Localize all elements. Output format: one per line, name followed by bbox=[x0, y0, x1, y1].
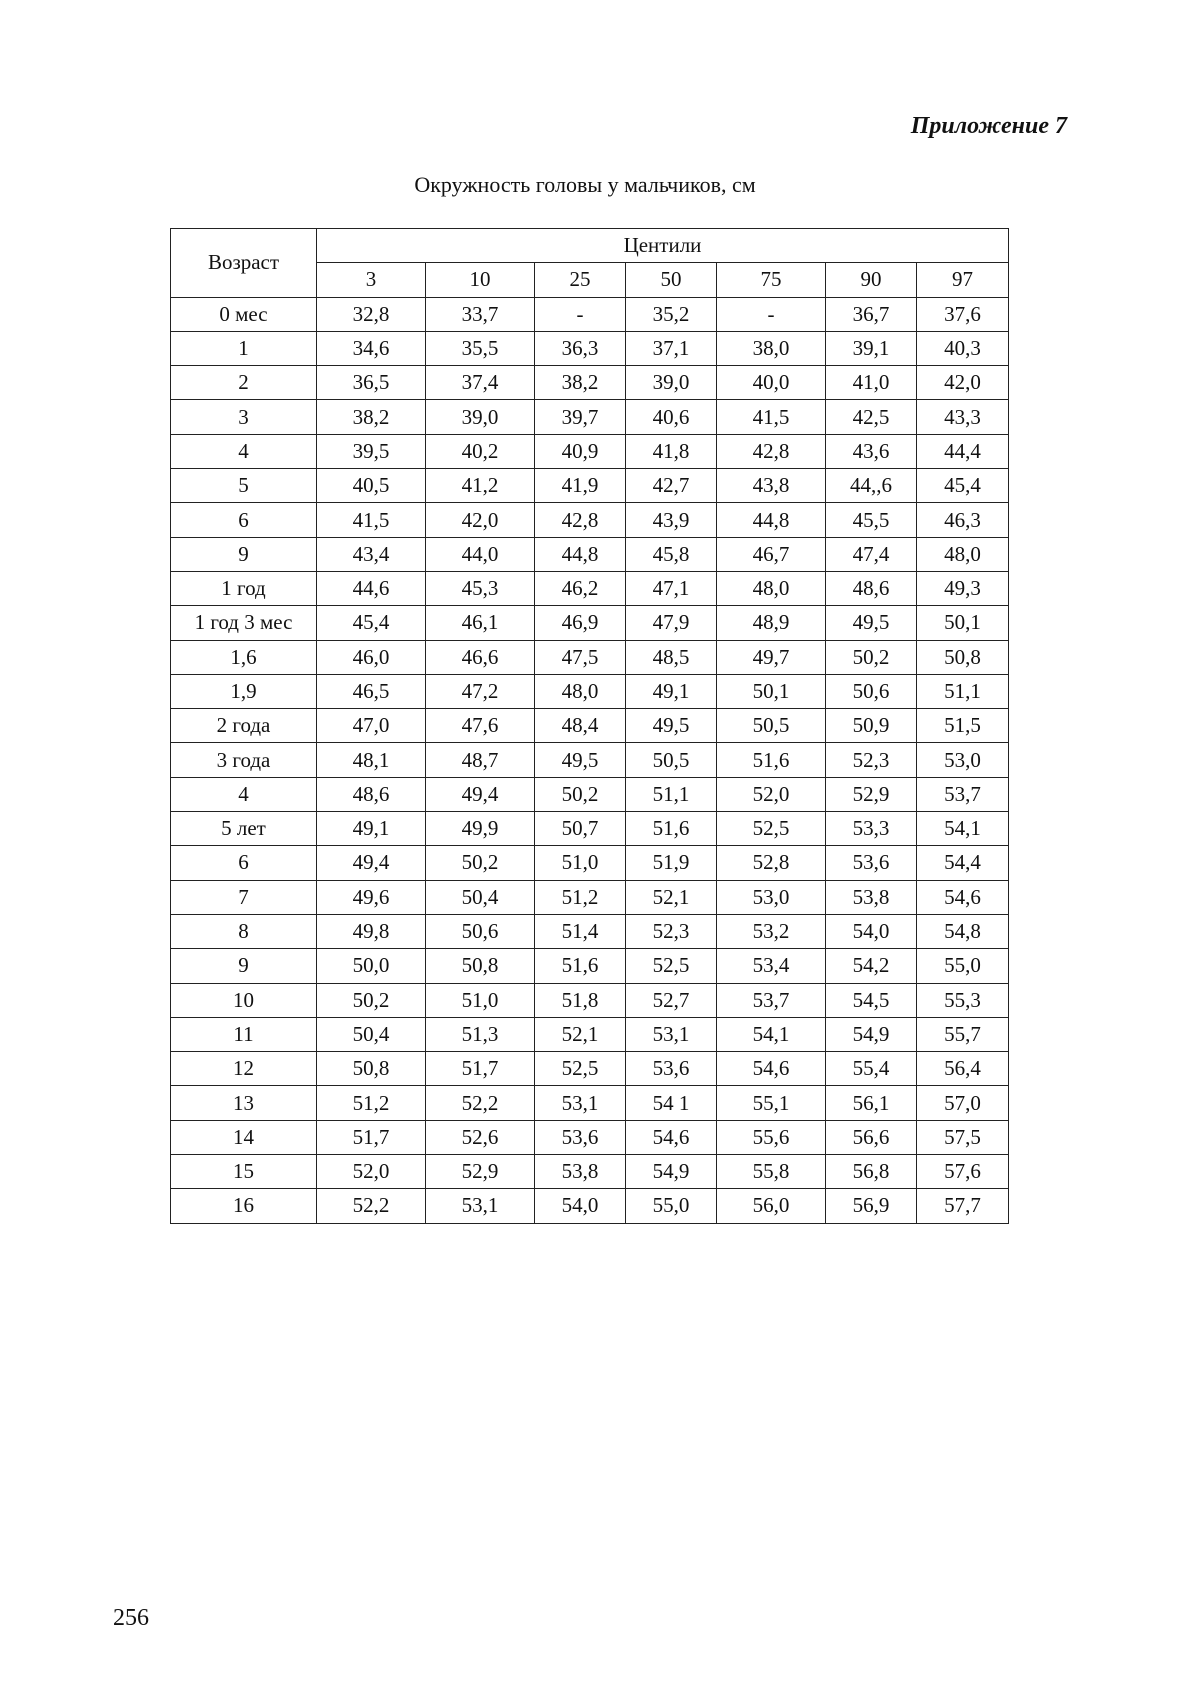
table-row bbox=[171, 743, 1009, 777]
value-cell: 45,5 bbox=[826, 503, 917, 537]
value-cell: 50,4 bbox=[317, 1017, 426, 1051]
value-cell: 49,5 bbox=[626, 709, 717, 743]
value-cell: 45,3 bbox=[426, 571, 535, 605]
value-cell: 43,4 bbox=[317, 537, 426, 571]
value-cell: 55,0 bbox=[917, 949, 1009, 983]
value-cell: 53,1 bbox=[626, 1017, 717, 1051]
value-cell: 51,9 bbox=[626, 846, 717, 880]
value-cell: 54,6 bbox=[717, 1052, 826, 1086]
value-cell: 50,0 bbox=[317, 949, 426, 983]
value-cell: 33,7 bbox=[426, 297, 535, 331]
value-cell: 52,8 bbox=[717, 846, 826, 880]
value-cell: 48,1 bbox=[317, 743, 426, 777]
value-cell: 35,5 bbox=[426, 331, 535, 365]
age-cell: 1 bbox=[171, 331, 317, 365]
value-cell: 38,0 bbox=[717, 331, 826, 365]
value-cell: 51,5 bbox=[917, 709, 1009, 743]
value-cell: 47,1 bbox=[626, 571, 717, 605]
value-cell: 47,0 bbox=[317, 709, 426, 743]
value-cell: 53,7 bbox=[917, 777, 1009, 811]
value-cell: 54 1 bbox=[626, 1086, 717, 1120]
value-cell: 50,6 bbox=[426, 914, 535, 948]
value-cell: 53,1 bbox=[426, 1189, 535, 1223]
age-cell: 14 bbox=[171, 1120, 317, 1154]
value-cell: 51,0 bbox=[535, 846, 626, 880]
value-cell: 54,5 bbox=[826, 983, 917, 1017]
value-cell: 36,7 bbox=[826, 297, 917, 331]
value-cell: 40,5 bbox=[317, 469, 426, 503]
value-cell: - bbox=[535, 297, 626, 331]
table-row bbox=[171, 571, 1009, 605]
value-cell: 42,8 bbox=[717, 434, 826, 468]
value-cell: 49,1 bbox=[317, 812, 426, 846]
centile-header-cell: 3 bbox=[317, 263, 426, 297]
value-cell: 50,7 bbox=[535, 812, 626, 846]
value-cell: 39,0 bbox=[626, 366, 717, 400]
value-cell: 56,1 bbox=[826, 1086, 917, 1120]
value-cell: 44,8 bbox=[535, 537, 626, 571]
table-row bbox=[171, 709, 1009, 743]
value-cell: 52,7 bbox=[626, 983, 717, 1017]
table-row bbox=[171, 640, 1009, 674]
value-cell: 43,9 bbox=[626, 503, 717, 537]
value-cell: 42,5 bbox=[826, 400, 917, 434]
value-cell: 50,1 bbox=[717, 674, 826, 708]
value-cell: 54,2 bbox=[826, 949, 917, 983]
value-cell: 50,2 bbox=[317, 983, 426, 1017]
value-cell: 54,0 bbox=[826, 914, 917, 948]
table-row bbox=[171, 606, 1009, 640]
value-cell: 37,1 bbox=[626, 331, 717, 365]
table-header bbox=[171, 229, 1009, 298]
value-cell: 48,6 bbox=[317, 777, 426, 811]
value-cell: 39,1 bbox=[826, 331, 917, 365]
value-cell: 42,0 bbox=[917, 366, 1009, 400]
value-cell: 49,4 bbox=[426, 777, 535, 811]
value-cell: 52,5 bbox=[717, 812, 826, 846]
value-cell: 40,2 bbox=[426, 434, 535, 468]
age-cell: 2 bbox=[171, 366, 317, 400]
value-cell: 40,3 bbox=[917, 331, 1009, 365]
value-cell: 53,8 bbox=[826, 880, 917, 914]
value-cell: 54,9 bbox=[826, 1017, 917, 1051]
value-cell: 42,7 bbox=[626, 469, 717, 503]
value-cell: 49,3 bbox=[917, 571, 1009, 605]
value-cell: 55,7 bbox=[917, 1017, 1009, 1051]
table-title: Окружность головы у мальчиков, см bbox=[414, 172, 756, 197]
table-row bbox=[171, 297, 1009, 331]
table-row bbox=[171, 914, 1009, 948]
value-cell: 50,6 bbox=[826, 674, 917, 708]
value-cell: 44,,6 bbox=[826, 469, 917, 503]
age-cell: 3 bbox=[171, 400, 317, 434]
value-cell: 49,9 bbox=[426, 812, 535, 846]
value-cell: 51,6 bbox=[535, 949, 626, 983]
value-cell: 53,0 bbox=[917, 743, 1009, 777]
table-row bbox=[171, 674, 1009, 708]
value-cell: 48,4 bbox=[535, 709, 626, 743]
value-cell: 57,6 bbox=[917, 1155, 1009, 1189]
value-cell: 52,3 bbox=[626, 914, 717, 948]
age-cell: 13 bbox=[171, 1086, 317, 1120]
value-cell: 43,8 bbox=[717, 469, 826, 503]
value-cell: 41,5 bbox=[717, 400, 826, 434]
value-cell: 41,8 bbox=[626, 434, 717, 468]
value-cell: 41,2 bbox=[426, 469, 535, 503]
value-cell: 57,7 bbox=[917, 1189, 1009, 1223]
value-cell: 55,4 bbox=[826, 1052, 917, 1086]
value-cell: 45,4 bbox=[317, 606, 426, 640]
age-cell: 6 bbox=[171, 503, 317, 537]
value-cell: 54,8 bbox=[917, 914, 1009, 948]
value-cell: 48,0 bbox=[917, 537, 1009, 571]
age-cell: 1,9 bbox=[171, 674, 317, 708]
value-cell: 52,2 bbox=[317, 1189, 426, 1223]
value-cell: 40,0 bbox=[717, 366, 826, 400]
age-cell: 5 bbox=[171, 469, 317, 503]
value-cell: 53,6 bbox=[535, 1120, 626, 1154]
age-cell: 4 bbox=[171, 777, 317, 811]
value-cell: 48,5 bbox=[626, 640, 717, 674]
value-cell: 53,8 bbox=[535, 1155, 626, 1189]
value-cell: 47,9 bbox=[626, 606, 717, 640]
value-cell: 52,5 bbox=[626, 949, 717, 983]
value-cell: 56,6 bbox=[826, 1120, 917, 1154]
value-cell: 57,5 bbox=[917, 1120, 1009, 1154]
value-cell: 51,0 bbox=[426, 983, 535, 1017]
table-row bbox=[171, 537, 1009, 571]
table-row bbox=[171, 400, 1009, 434]
value-cell: 41,0 bbox=[826, 366, 917, 400]
value-cell: 39,0 bbox=[426, 400, 535, 434]
centile-header-cell: 75 bbox=[717, 263, 826, 297]
value-cell: 43,3 bbox=[917, 400, 1009, 434]
value-cell: 56,8 bbox=[826, 1155, 917, 1189]
age-cell: 1,6 bbox=[171, 640, 317, 674]
value-cell: 41,5 bbox=[317, 503, 426, 537]
value-cell: 54,1 bbox=[717, 1017, 826, 1051]
value-cell: 56,9 bbox=[826, 1189, 917, 1223]
value-cell: 54,1 bbox=[917, 812, 1009, 846]
value-cell: 51,7 bbox=[426, 1052, 535, 1086]
value-cell: 40,9 bbox=[535, 434, 626, 468]
value-cell: 52,5 bbox=[535, 1052, 626, 1086]
value-cell: 52,3 bbox=[826, 743, 917, 777]
age-cell: 7 bbox=[171, 880, 317, 914]
value-cell: 52,1 bbox=[626, 880, 717, 914]
value-cell: 49,6 bbox=[317, 880, 426, 914]
value-cell: 53,6 bbox=[826, 846, 917, 880]
value-cell: 51,1 bbox=[917, 674, 1009, 708]
value-cell: 50,5 bbox=[626, 743, 717, 777]
centile-header-cell: 10 bbox=[426, 263, 535, 297]
table-row bbox=[171, 1189, 1009, 1223]
header-row-top bbox=[171, 229, 1009, 263]
table-row bbox=[171, 880, 1009, 914]
value-cell: 36,3 bbox=[535, 331, 626, 365]
value-cell: 50,8 bbox=[917, 640, 1009, 674]
value-cell: 52,9 bbox=[826, 777, 917, 811]
value-cell: 48,7 bbox=[426, 743, 535, 777]
value-cell: 36,5 bbox=[317, 366, 426, 400]
value-cell: 50,5 bbox=[717, 709, 826, 743]
value-cell: 47,4 bbox=[826, 537, 917, 571]
value-cell: 48,9 bbox=[717, 606, 826, 640]
table-row bbox=[171, 469, 1009, 503]
value-cell: 53,6 bbox=[626, 1052, 717, 1086]
value-cell: 47,5 bbox=[535, 640, 626, 674]
age-cell: 5 лет bbox=[171, 812, 317, 846]
table-row bbox=[171, 503, 1009, 537]
centile-header-cell: 90 bbox=[826, 263, 917, 297]
value-cell: 55,8 bbox=[717, 1155, 826, 1189]
age-cell: 16 bbox=[171, 1189, 317, 1223]
value-cell: 47,2 bbox=[426, 674, 535, 708]
appendix-label: Приложение 7 bbox=[910, 113, 1067, 139]
value-cell: 53,4 bbox=[717, 949, 826, 983]
value-cell: 52,9 bbox=[426, 1155, 535, 1189]
value-cell: - bbox=[717, 297, 826, 331]
value-cell: 50,2 bbox=[826, 640, 917, 674]
age-column-header: Возраст bbox=[171, 229, 317, 298]
value-cell: 41,9 bbox=[535, 469, 626, 503]
value-cell: 53,3 bbox=[826, 812, 917, 846]
centile-header-cell: 97 bbox=[917, 263, 1009, 297]
table-row bbox=[171, 949, 1009, 983]
value-cell: 44,4 bbox=[917, 434, 1009, 468]
value-cell: 50,8 bbox=[317, 1052, 426, 1086]
age-cell: 3 года bbox=[171, 743, 317, 777]
table-row bbox=[171, 434, 1009, 468]
value-cell: 53,2 bbox=[717, 914, 826, 948]
value-cell: 48,6 bbox=[826, 571, 917, 605]
value-cell: 54,6 bbox=[917, 880, 1009, 914]
age-cell: 2 года bbox=[171, 709, 317, 743]
value-cell: 54,6 bbox=[626, 1120, 717, 1154]
value-cell: 51,3 bbox=[426, 1017, 535, 1051]
age-cell: 11 bbox=[171, 1017, 317, 1051]
value-cell: 38,2 bbox=[317, 400, 426, 434]
value-cell: 50,9 bbox=[826, 709, 917, 743]
value-cell: 45,8 bbox=[626, 537, 717, 571]
table-row bbox=[171, 1086, 1009, 1120]
value-cell: 56,0 bbox=[717, 1189, 826, 1223]
value-cell: 47,6 bbox=[426, 709, 535, 743]
table-row bbox=[171, 1052, 1009, 1086]
value-cell: 39,5 bbox=[317, 434, 426, 468]
value-cell: 45,4 bbox=[917, 469, 1009, 503]
value-cell: 46,5 bbox=[317, 674, 426, 708]
value-cell: 34,6 bbox=[317, 331, 426, 365]
value-cell: 44,6 bbox=[317, 571, 426, 605]
value-cell: 46,7 bbox=[717, 537, 826, 571]
value-cell: 52,6 bbox=[426, 1120, 535, 1154]
value-cell: 52,2 bbox=[426, 1086, 535, 1120]
value-cell: 43,6 bbox=[826, 434, 917, 468]
age-cell: 12 bbox=[171, 1052, 317, 1086]
value-cell: 35,2 bbox=[626, 297, 717, 331]
table-row bbox=[171, 812, 1009, 846]
value-cell: 52,0 bbox=[717, 777, 826, 811]
value-cell: 50,4 bbox=[426, 880, 535, 914]
value-cell: 48,0 bbox=[535, 674, 626, 708]
centiles-header: Центили bbox=[317, 229, 1009, 263]
value-cell: 54,4 bbox=[917, 846, 1009, 880]
value-cell: 51,6 bbox=[717, 743, 826, 777]
table-row bbox=[171, 331, 1009, 365]
value-cell: 49,5 bbox=[826, 606, 917, 640]
value-cell: 51,7 bbox=[317, 1120, 426, 1154]
value-cell: 51,8 bbox=[535, 983, 626, 1017]
table-body bbox=[171, 297, 1009, 1223]
value-cell: 54,0 bbox=[535, 1189, 626, 1223]
value-cell: 55,0 bbox=[626, 1189, 717, 1223]
centile-header-cell: 50 bbox=[626, 263, 717, 297]
value-cell: 38,2 bbox=[535, 366, 626, 400]
value-cell: 51,4 bbox=[535, 914, 626, 948]
table-row bbox=[171, 1017, 1009, 1051]
value-cell: 42,0 bbox=[426, 503, 535, 537]
age-cell: 10 bbox=[171, 983, 317, 1017]
value-cell: 51,2 bbox=[535, 880, 626, 914]
value-cell: 57,0 bbox=[917, 1086, 1009, 1120]
value-cell: 49,1 bbox=[626, 674, 717, 708]
value-cell: 42,8 bbox=[535, 503, 626, 537]
age-cell: 8 bbox=[171, 914, 317, 948]
value-cell: 52,0 bbox=[317, 1155, 426, 1189]
value-cell: 46,1 bbox=[426, 606, 535, 640]
value-cell: 50,8 bbox=[426, 949, 535, 983]
value-cell: 32,8 bbox=[317, 297, 426, 331]
value-cell: 40,6 bbox=[626, 400, 717, 434]
age-cell: 9 bbox=[171, 537, 317, 571]
value-cell: 46,3 bbox=[917, 503, 1009, 537]
table-row bbox=[171, 366, 1009, 400]
age-cell: 0 мес bbox=[171, 297, 317, 331]
table-row bbox=[171, 846, 1009, 880]
value-cell: 50,2 bbox=[535, 777, 626, 811]
value-cell: 37,4 bbox=[426, 366, 535, 400]
head-circumference-table bbox=[170, 228, 1009, 1224]
value-cell: 50,1 bbox=[917, 606, 1009, 640]
value-cell: 46,9 bbox=[535, 606, 626, 640]
value-cell: 51,1 bbox=[626, 777, 717, 811]
value-cell: 46,0 bbox=[317, 640, 426, 674]
table-row bbox=[171, 777, 1009, 811]
value-cell: 53,1 bbox=[535, 1086, 626, 1120]
table-row bbox=[171, 1155, 1009, 1189]
value-cell: 51,6 bbox=[626, 812, 717, 846]
age-cell: 15 bbox=[171, 1155, 317, 1189]
value-cell: 50,2 bbox=[426, 846, 535, 880]
value-cell: 51,2 bbox=[317, 1086, 426, 1120]
age-cell: 1 год bbox=[171, 571, 317, 605]
value-cell: 49,4 bbox=[317, 846, 426, 880]
value-cell: 52,1 bbox=[535, 1017, 626, 1051]
value-cell: 53,7 bbox=[717, 983, 826, 1017]
value-cell: 49,5 bbox=[535, 743, 626, 777]
value-cell: 39,7 bbox=[535, 400, 626, 434]
value-cell: 53,0 bbox=[717, 880, 826, 914]
value-cell: 48,0 bbox=[717, 571, 826, 605]
value-cell: 46,2 bbox=[535, 571, 626, 605]
value-cell: 44,8 bbox=[717, 503, 826, 537]
age-cell: 6 bbox=[171, 846, 317, 880]
value-cell: 49,7 bbox=[717, 640, 826, 674]
value-cell: 55,6 bbox=[717, 1120, 826, 1154]
age-cell: 9 bbox=[171, 949, 317, 983]
value-cell: 55,3 bbox=[917, 983, 1009, 1017]
value-cell: 46,6 bbox=[426, 640, 535, 674]
centile-header-cell: 25 bbox=[535, 263, 626, 297]
age-cell: 4 bbox=[171, 434, 317, 468]
value-cell: 44,0 bbox=[426, 537, 535, 571]
value-cell: 56,4 bbox=[917, 1052, 1009, 1086]
value-cell: 55,1 bbox=[717, 1086, 826, 1120]
value-cell: 54,9 bbox=[626, 1155, 717, 1189]
table-row bbox=[171, 1120, 1009, 1154]
table-row bbox=[171, 983, 1009, 1017]
value-cell: 49,8 bbox=[317, 914, 426, 948]
page-number: 256 bbox=[113, 1605, 149, 1631]
age-cell: 1 год 3 мес bbox=[171, 606, 317, 640]
value-cell: 37,6 bbox=[917, 297, 1009, 331]
